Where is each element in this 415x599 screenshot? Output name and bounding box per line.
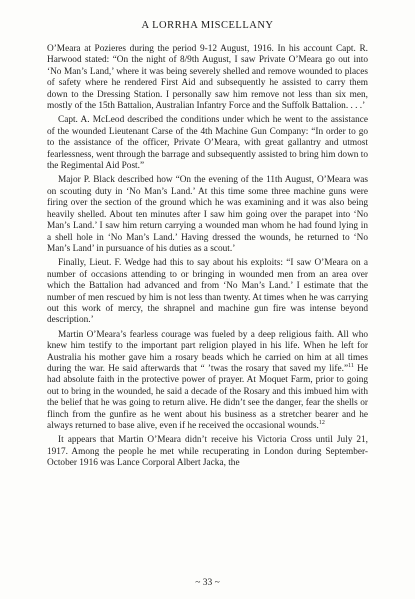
paragraph-text: O’Meara at Pozieres during the period 9-12 August, 1916. In his account Capt. R. Harwood stated: “On the night of 8/9th August, I saw Private O’Meara go out into ‘No Man’s Land,’ where it was being severely shelled and remove wounded to places of safety where he rendered First Aid and subsequently he assisted to carry them down to the Dressing Station. I personally saw him remove not less than six men, mostly of the 15th Battalion, Australian Infantry Force and the Suffolk Battalion. . . .’ [47, 44, 368, 112]
page-number: ~ 33 ~ [195, 578, 220, 588]
paragraph-2 [47, 115, 368, 172]
paragraph-text: Martin O’Meara’s fearless courage was fueled by a deep religious faith. All who knew him testify to the important part religion played in his life. When he left for Australia his mother gave him a rosary beads which he carried on him at all times during the war. He said afterwards that “ ’twas the rosary that saved my life.” [47, 329, 368, 374]
paragraph-text: Finally, Lieut. F. Wedge had this to say about his exploits: “I saw O’Meara on a number of occasions attending to or bringing in wounded men from an area over which the Battalion had advanced and from ‘No Man’s Land.’ I estimate that the number of men rescued by him is not less than twenty. At times when he was carrying out this work of mercy, the shrapnel and machine gun fire was intense beyond description.’ [47, 258, 368, 326]
body-text [47, 44, 368, 473]
running-head: A LORRHA MISCELLANY [141, 20, 274, 31]
paragraph-4 [47, 258, 368, 326]
paragraph-text-continued: He had absolute faith in the protective power of prayer. At Moquet Farm, prior to going out to bring in the wounded, he said a decade of the Rosary and this imbued him with the belief that he was going to return alive. He didn’t see the danger, fear the shells or flinch from the gunfire as he went about his business as a stretcher bearer and he always returned to base alive, even if he received the occasional wounds. [47, 363, 368, 431]
paragraph-5 [47, 330, 368, 433]
paragraph-1 [47, 44, 368, 112]
footnote-ref-11: 11 [348, 362, 354, 369]
paragraph-text: It appears that Martin O’Meara didn’t receive his Victoria Cross until July 21, 1917. Among the people he met while recuperating in London during September-October 1916 was Lance Corporal Albert Jacka, the [47, 435, 368, 469]
footnote-ref-12: 12 [318, 419, 325, 426]
paragraph-text: Major P. Black described how “On the evening of the 11th August, O’Meara was on scouting duty in ‘No Man’s Land.’ At this time some three machine guns were firing over the section of the ground which he was examining and it was also being heavily shelled. About ten minutes after I saw him going over the parapet into ‘No Man’s Land.’ I saw him return carrying a wounded man whom he had found lying in a shell hole in ‘No Man’s Land.’ Having dressed the wounds, he returned to ‘No Man’s Land’ in pursuance of his duties as a scout.’ [47, 175, 368, 254]
paragraph-text: Capt. A. McLeod described the conditions under which he went to the assistance of the wounded Lieutenant Carse of the 4th Machine Gun Company: “In order to go to the assistance of the officer, Private O’Meara, with great gallantry and utmost fearlessness, went through the barrage and subsequently assisted to bring him down to the Regimental Aid Post.” [47, 115, 368, 172]
paragraph-3 [47, 175, 368, 255]
paragraph-6 [47, 435, 368, 469]
